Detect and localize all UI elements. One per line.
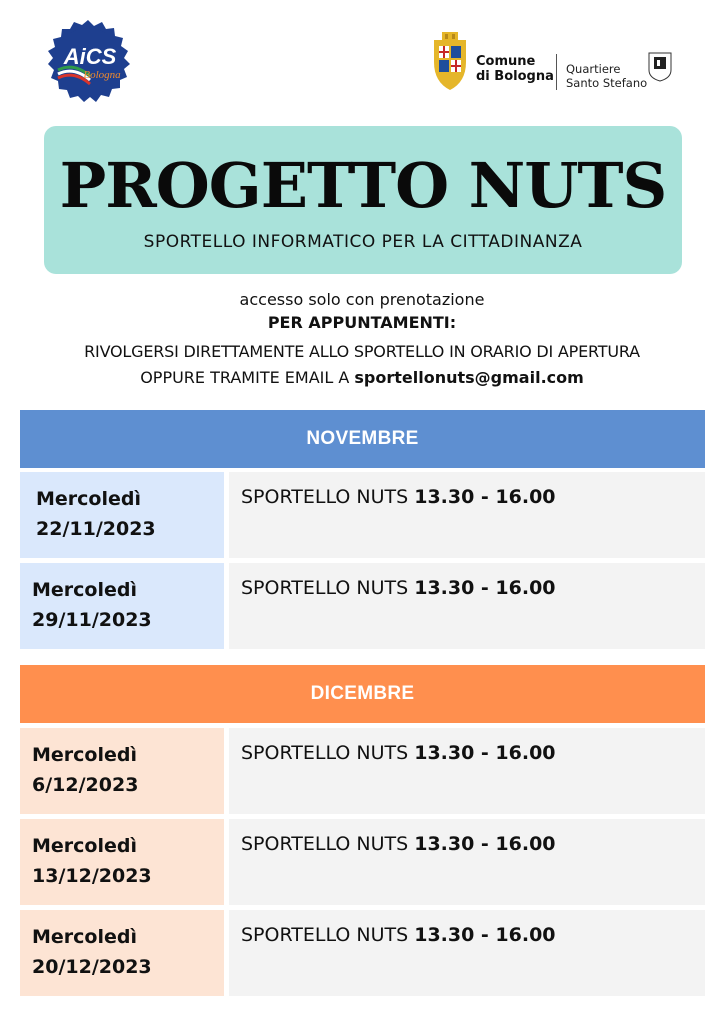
date-cell: Mercoledì 29/11/2023 [20,563,224,649]
bologna-crest-icon [428,32,472,92]
slot-cell: SPORTELLO NUTS 13.30 - 16.00 [229,472,705,558]
slot-cell: SPORTELLO NUTS 13.30 - 16.00 [229,563,705,649]
appointments-instructions: RIVOLGERSI DIRETTAMENTE ALLO SPORTELLO IN ORARIO DI APERTURA [84,342,640,361]
date-cell: Mercoledì 13/12/2023 [20,819,224,905]
date-cell: Mercoledì 22/11/2023 [20,472,224,558]
quartiere-badge-icon [648,52,672,82]
date-cell: Mercoledì 6/12/2023 [20,728,224,814]
month-header-dicembre: DICEMBRE [20,665,705,723]
date-cell: Mercoledì 20/12/2023 [20,910,224,996]
aics-logo-subtext: Bologna [83,69,121,81]
email-line: OPPURE TRAMITE EMAIL A sportellonuts@gmail.com [140,368,584,387]
aics-logo-text: AiCS [63,44,117,69]
page-title: PROGETTO NUTS [59,149,667,222]
slot-cell: SPORTELLO NUTS 13.30 - 16.00 [229,819,705,905]
quartiere-name: Quartiere Santo Stefano [566,62,648,90]
contact-email[interactable]: sportellonuts@gmail.com [354,368,584,387]
booking-note: accesso solo con prenotazione [239,290,485,309]
appointments-heading: PER APPUNTAMENTI: [267,313,457,332]
comune-logo-block [428,30,678,96]
aics-seal-icon [44,18,132,106]
logo-separator [556,54,557,90]
comune-name: Comune di Bologna [476,54,554,84]
title-banner [44,126,682,274]
page-subtitle: SPORTELLO INFORMATICO PER LA CITTADINANZA [143,232,583,252]
slot-cell: SPORTELLO NUTS 13.30 - 16.00 [229,910,705,996]
slot-cell: SPORTELLO NUTS 13.30 - 16.00 [229,728,705,814]
month-header-novembre: NOVEMBRE [20,410,705,468]
